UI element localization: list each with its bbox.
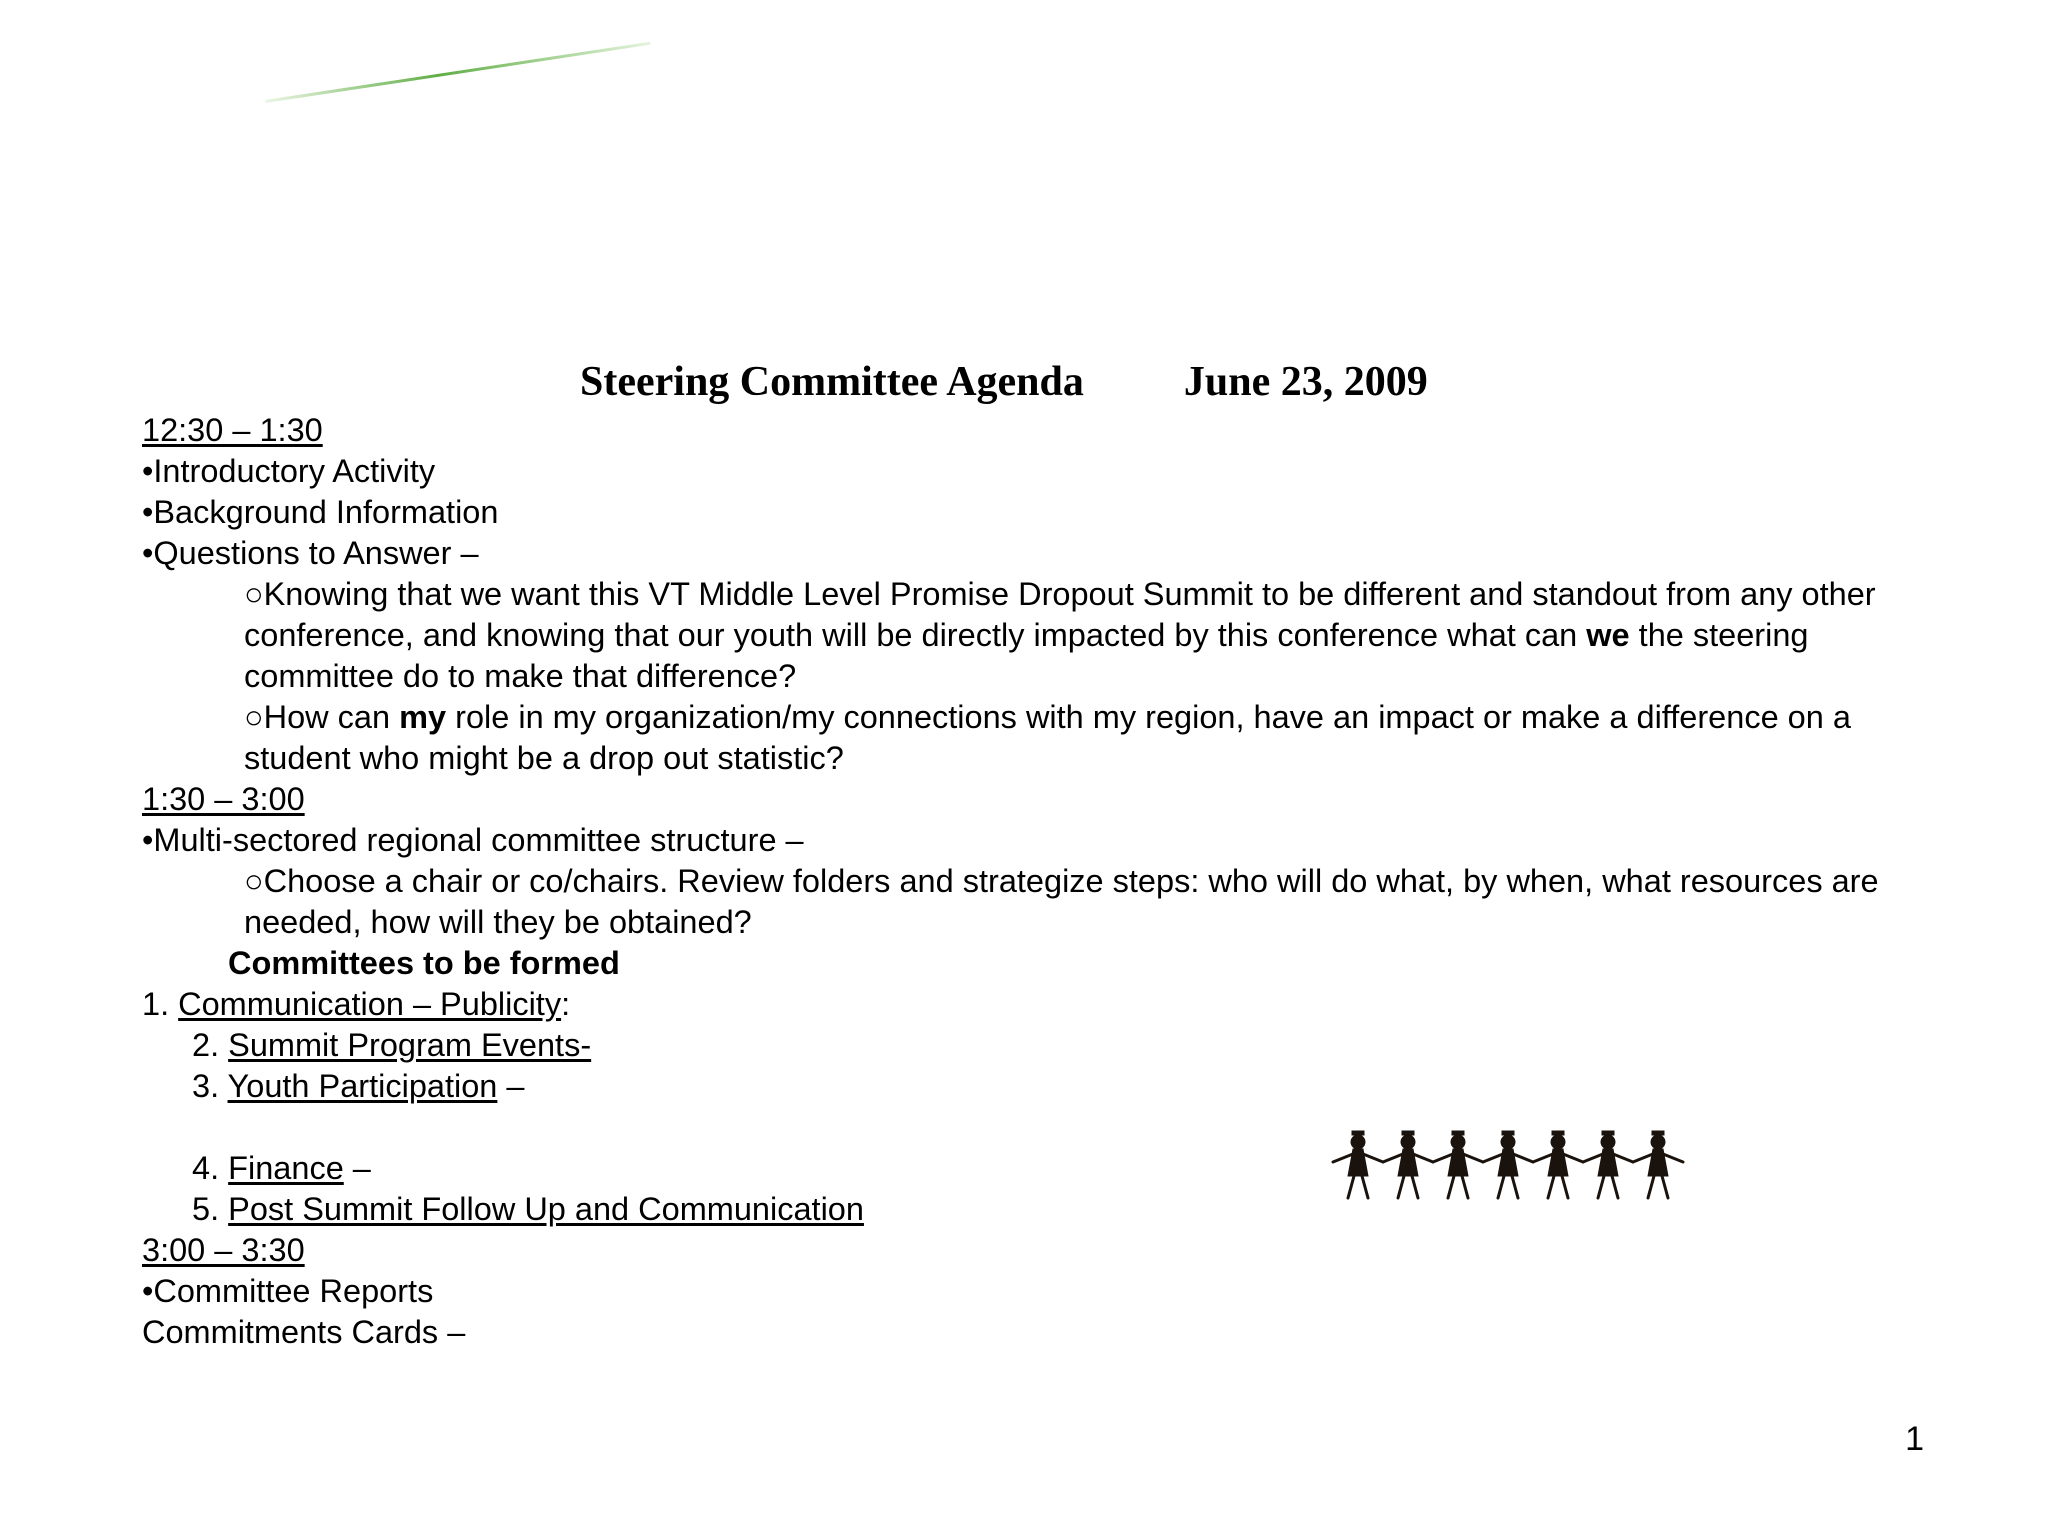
committee-name: Communication – Publicity <box>178 986 562 1022</box>
question-text: the steering committee do to make that difference? <box>244 617 1809 694</box>
paper-doll-figure <box>1483 1131 1533 1198</box>
agenda-item: •Background Information <box>142 494 499 530</box>
question-text: ○How can <box>244 699 400 735</box>
agenda-body <box>142 410 1932 1353</box>
committee-number: 2. <box>192 1027 229 1063</box>
agenda-item: •Introductory Activity <box>142 453 436 489</box>
question-2 <box>244 697 1944 779</box>
committee-name: Finance <box>228 1150 344 1186</box>
committee-item <box>192 1066 1932 1107</box>
time-slot-2: 1:30 – 3:00 <box>142 781 305 817</box>
committee-number: 3. <box>192 1068 228 1104</box>
question-text: ○Knowing that we want this VT Middle Level Promise Dropout Summit to be different and standout from any other conference, and knowing that our youth will be directly impacted by this conference what can <box>244 576 1876 653</box>
paper-doll-figure <box>1433 1131 1483 1198</box>
committee-name: Post Summit Follow Up and Communication <box>228 1191 864 1227</box>
paper-doll-figure <box>1383 1131 1433 1198</box>
question-emphasis: my <box>399 699 447 735</box>
agenda-item: Commitments Cards – <box>142 1314 466 1350</box>
paper-doll-figure <box>1633 1131 1683 1198</box>
page-number: 1 <box>1905 1420 1924 1458</box>
paper-doll-figure <box>1583 1131 1633 1198</box>
sub-item: ○Choose a chair or co/chairs. Review folders and strategize steps: who will do what, by when, what resources are needed, how will they be obtained? <box>244 863 1879 940</box>
page-title <box>580 358 1428 406</box>
committee-number: 4. <box>192 1150 229 1186</box>
question-emphasis: we <box>1586 617 1630 653</box>
agenda-item: •Questions to Answer – <box>142 535 479 571</box>
paper-doll-figure <box>1533 1131 1583 1198</box>
decorative-accent-line <box>265 42 651 103</box>
time-slot-1: 12:30 – 1:30 <box>142 412 323 448</box>
committee-item <box>142 984 1932 1025</box>
committees-heading: Committees to be formed <box>228 945 620 981</box>
committee-number: 1. <box>142 986 179 1022</box>
paper-dolls-chain-icon <box>1328 1118 1688 1208</box>
committee-suffix: – <box>497 1068 525 1104</box>
agenda-date: June 23, 2009 <box>1183 359 1428 405</box>
paper-doll-figure <box>1333 1131 1383 1198</box>
committee-number: 5. <box>192 1191 229 1227</box>
agenda-item: •Multi-sectored regional committee structure – <box>142 822 804 858</box>
committee-name: Youth Participation <box>227 1068 498 1104</box>
question-1 <box>244 574 1944 697</box>
committee-item <box>192 1025 1932 1066</box>
agenda-title: Steering Committee Agenda <box>580 359 1084 405</box>
committee-suffix: – <box>343 1150 371 1186</box>
agenda-item: •Committee Reports <box>142 1273 434 1309</box>
committee-name: Summit Program Events- <box>228 1027 592 1063</box>
time-slot-3: 3:00 – 3:30 <box>142 1232 305 1268</box>
committee-suffix: : <box>561 986 571 1022</box>
question-text: role in my organization/my connections with my region, have an impact or make a difference on a student who might be a drop out statistic? <box>244 699 1851 776</box>
